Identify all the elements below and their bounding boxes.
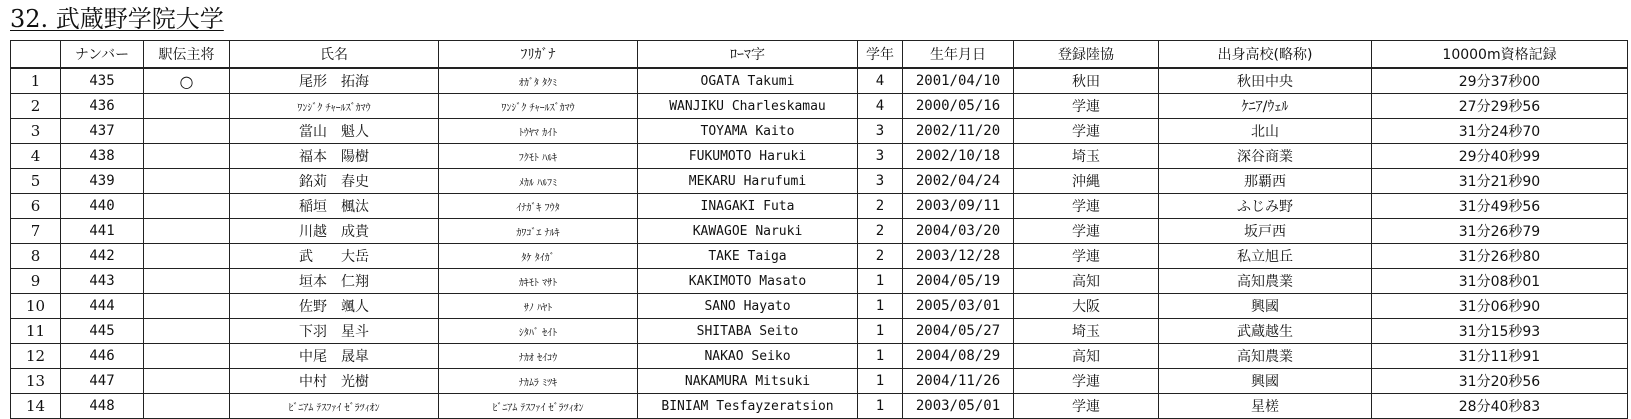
athlete-name: 垣本 仁翔 <box>230 269 439 294</box>
header-association: 登録陸協 <box>1014 41 1159 69</box>
high-school: 星槎 <box>1159 394 1372 419</box>
birth-date: 2002/11/20 <box>903 119 1014 144</box>
high-school: 北山 <box>1159 119 1372 144</box>
high-school: 興國 <box>1159 369 1372 394</box>
table-row <box>11 144 1628 169</box>
athlete-name: 銘苅 春史 <box>230 169 439 194</box>
athlete-romaji: MEKARU Harufumi <box>638 169 858 194</box>
birth-date: 2004/08/29 <box>903 344 1014 369</box>
athlete-kana: ﾀｹ ﾀｲｶﾞ <box>439 244 638 269</box>
athlete-kana: ﾄｳﾔﾏ ｶｲﾄ <box>439 119 638 144</box>
athlete-kana: ｵｶﾞﾀ ﾀｸﾐ <box>439 68 638 94</box>
registered-association: 学連 <box>1014 94 1159 119</box>
qualifying-record: 31分26秒80 <box>1372 244 1628 269</box>
athlete-kana: ｻﾉ ﾊﾔﾄ <box>439 294 638 319</box>
athlete-romaji: BINIAM Tesfayzeratsion <box>638 394 858 419</box>
table-row <box>11 194 1628 219</box>
table-row <box>11 68 1628 94</box>
row-number: 8 <box>11 244 61 269</box>
high-school: 那覇西 <box>1159 169 1372 194</box>
high-school: ｹﾆｱ/ｳｪﾙ <box>1159 94 1372 119</box>
athlete-kana: ﾜﾝｼﾞｸ ﾁｬｰﾙｽﾞｶﾏｳ <box>439 94 638 119</box>
athlete-name: 佐野 颯人 <box>230 294 439 319</box>
athlete-grade: 1 <box>858 344 903 369</box>
table-row <box>11 394 1628 419</box>
athlete-grade: 3 <box>858 169 903 194</box>
header-birth: 生年月日 <box>903 41 1014 69</box>
bib-number: 436 <box>61 94 144 119</box>
athlete-kana: ﾌｸﾓﾄ ﾊﾙｷ <box>439 144 638 169</box>
high-school: 興國 <box>1159 294 1372 319</box>
high-school: 秋田中央 <box>1159 68 1372 94</box>
captain-mark <box>144 219 230 244</box>
athlete-grade: 2 <box>858 244 903 269</box>
registered-association: 大阪 <box>1014 294 1159 319</box>
captain-mark <box>144 169 230 194</box>
athlete-romaji: NAKAO Seiko <box>638 344 858 369</box>
athlete-name: 尾形 拓海 <box>230 68 439 94</box>
header-name: 氏名 <box>230 41 439 69</box>
row-number: 13 <box>11 369 61 394</box>
athlete-name: 中尾 晟皐 <box>230 344 439 369</box>
athlete-kana: ｶﾜｺﾞｴ ﾅﾙｷ <box>439 219 638 244</box>
bib-number: 440 <box>61 194 144 219</box>
row-number: 9 <box>11 269 61 294</box>
athlete-romaji: NAKAMURA Mitsuki <box>638 369 858 394</box>
bib-number: 442 <box>61 244 144 269</box>
header-romaji: ﾛｰﾏ字 <box>638 41 858 69</box>
athlete-name: 稲垣 楓汰 <box>230 194 439 219</box>
header-captain: 駅伝主将 <box>144 41 230 69</box>
registered-association: 学連 <box>1014 394 1159 419</box>
row-number: 1 <box>11 68 61 94</box>
birth-date: 2002/10/18 <box>903 144 1014 169</box>
bib-number: 443 <box>61 269 144 294</box>
birth-date: 2001/04/10 <box>903 68 1014 94</box>
table-row <box>11 244 1628 269</box>
athlete-grade: 3 <box>858 144 903 169</box>
high-school: 高知農業 <box>1159 269 1372 294</box>
qualifying-record: 31分06秒90 <box>1372 294 1628 319</box>
page-title: 32. 武蔵野学院大学 <box>10 5 224 33</box>
birth-date: 2004/11/26 <box>903 369 1014 394</box>
table-header <box>11 41 1628 69</box>
bib-number: 437 <box>61 119 144 144</box>
table-row <box>11 369 1628 394</box>
header-record: 10000m資格記録 <box>1372 41 1628 69</box>
bib-number: 439 <box>61 169 144 194</box>
athlete-grade: 4 <box>858 94 903 119</box>
athlete-grade: 2 <box>858 194 903 219</box>
birth-date: 2003/09/11 <box>903 194 1014 219</box>
header-row <box>11 41 1628 69</box>
qualifying-record: 31分21秒90 <box>1372 169 1628 194</box>
athlete-name: ﾜﾝｼﾞｸ ﾁｬｰﾙｽﾞｶﾏｳ <box>230 94 439 119</box>
qualifying-record: 31分49秒56 <box>1372 194 1628 219</box>
birth-date: 2004/05/19 <box>903 269 1014 294</box>
athlete-kana: ﾅｶﾑﾗ ﾐﾂｷ <box>439 369 638 394</box>
birth-date: 2002/04/24 <box>903 169 1014 194</box>
registered-association: 学連 <box>1014 219 1159 244</box>
athlete-name: 下羽 星斗 <box>230 319 439 344</box>
table-row <box>11 219 1628 244</box>
bib-number: 438 <box>61 144 144 169</box>
registered-association: 学連 <box>1014 369 1159 394</box>
row-number: 6 <box>11 194 61 219</box>
captain-mark <box>144 144 230 169</box>
athlete-romaji: KAKIMOTO Masato <box>638 269 858 294</box>
row-number: 4 <box>11 144 61 169</box>
qualifying-record: 29分40秒99 <box>1372 144 1628 169</box>
bib-number: 441 <box>61 219 144 244</box>
table-row <box>11 344 1628 369</box>
athlete-kana: ﾋﾞﾆｱﾑ ﾃｽﾌｧｲ ｾﾞﾗﾂｨｵﾝ <box>439 394 638 419</box>
qualifying-record: 31分20秒56 <box>1372 369 1628 394</box>
athlete-romaji: KAWAGOE Naruki <box>638 219 858 244</box>
birth-date: 2003/12/28 <box>903 244 1014 269</box>
athlete-grade: 1 <box>858 294 903 319</box>
qualifying-record: 28分40秒83 <box>1372 394 1628 419</box>
athlete-kana: ﾅｶｵ ｾｲｺｳ <box>439 344 638 369</box>
captain-mark <box>144 344 230 369</box>
registered-association: 学連 <box>1014 244 1159 269</box>
athlete-grade: 1 <box>858 319 903 344</box>
athlete-romaji: OGATA Takumi <box>638 68 858 94</box>
header-school: 出身高校(略称) <box>1159 41 1372 69</box>
captain-mark <box>144 119 230 144</box>
high-school: 高知農業 <box>1159 344 1372 369</box>
bib-number: 444 <box>61 294 144 319</box>
athlete-kana: ﾒｶﾙ ﾊﾙﾌﾐ <box>439 169 638 194</box>
birth-date: 2000/05/16 <box>903 94 1014 119</box>
captain-mark <box>144 269 230 294</box>
high-school: 坂戸西 <box>1159 219 1372 244</box>
registered-association: 学連 <box>1014 119 1159 144</box>
high-school: 武蔵越生 <box>1159 319 1372 344</box>
row-number: 5 <box>11 169 61 194</box>
captain-mark <box>144 194 230 219</box>
qualifying-record: 31分15秒93 <box>1372 319 1628 344</box>
bib-number: 446 <box>61 344 144 369</box>
athlete-romaji: TOYAMA Kaito <box>638 119 858 144</box>
row-number: 10 <box>11 294 61 319</box>
athlete-romaji: WANJIKU Charleskamau <box>638 94 858 119</box>
captain-mark <box>144 369 230 394</box>
row-number: 3 <box>11 119 61 144</box>
birth-date: 2003/05/01 <box>903 394 1014 419</box>
birth-date: 2005/03/01 <box>903 294 1014 319</box>
registered-association: 埼玉 <box>1014 319 1159 344</box>
header-grade: 学年 <box>858 41 903 69</box>
row-number: 14 <box>11 394 61 419</box>
athlete-kana: ｲﾅｶﾞｷ ﾌｳﾀ <box>439 194 638 219</box>
bib-number: 447 <box>61 369 144 394</box>
row-number: 11 <box>11 319 61 344</box>
athlete-romaji: SHITABA Seito <box>638 319 858 344</box>
athlete-name: 武 大岳 <box>230 244 439 269</box>
high-school: 私立旭丘 <box>1159 244 1372 269</box>
captain-mark <box>144 244 230 269</box>
table-row <box>11 94 1628 119</box>
table-row <box>11 319 1628 344</box>
athlete-grade: 2 <box>858 219 903 244</box>
registered-association: 沖縄 <box>1014 169 1159 194</box>
athlete-grade: 1 <box>858 394 903 419</box>
birth-date: 2004/05/27 <box>903 319 1014 344</box>
table-row <box>11 294 1628 319</box>
athlete-grade: 1 <box>858 369 903 394</box>
athlete-name: 福本 陽樹 <box>230 144 439 169</box>
table-row <box>11 169 1628 194</box>
row-number: 2 <box>11 94 61 119</box>
qualifying-record: 31分24秒70 <box>1372 119 1628 144</box>
athlete-kana: ｶｷﾓﾄ ﾏｻﾄ <box>439 269 638 294</box>
table-row <box>11 119 1628 144</box>
high-school: 深谷商業 <box>1159 144 1372 169</box>
captain-mark <box>144 94 230 119</box>
row-number: 12 <box>11 344 61 369</box>
table-body <box>11 68 1628 419</box>
athlete-romaji: INAGAKI Futa <box>638 194 858 219</box>
athlete-grade: 4 <box>858 68 903 94</box>
qualifying-record: 31分08秒01 <box>1372 269 1628 294</box>
qualifying-record: 31分11秒91 <box>1372 344 1628 369</box>
athlete-name: 川越 成貴 <box>230 219 439 244</box>
athlete-name: 當山 魁人 <box>230 119 439 144</box>
row-number: 7 <box>11 219 61 244</box>
header-no <box>11 41 61 69</box>
registered-association: 高知 <box>1014 269 1159 294</box>
qualifying-record: 29分37秒00 <box>1372 68 1628 94</box>
qualifying-record: 27分29秒56 <box>1372 94 1628 119</box>
registered-association: 秋田 <box>1014 68 1159 94</box>
high-school: ふじみ野 <box>1159 194 1372 219</box>
captain-mark: ○ <box>144 68 230 94</box>
qualifying-record: 31分26秒79 <box>1372 219 1628 244</box>
header-kana: ﾌﾘｶﾞﾅ <box>439 41 638 69</box>
captain-mark <box>144 394 230 419</box>
athlete-romaji: FUKUMOTO Haruki <box>638 144 858 169</box>
athlete-grade: 3 <box>858 119 903 144</box>
bib-number: 435 <box>61 68 144 94</box>
captain-mark <box>144 319 230 344</box>
bib-number: 445 <box>61 319 144 344</box>
entry-table <box>10 40 1628 419</box>
athlete-name: 中村 光樹 <box>230 369 439 394</box>
birth-date: 2004/03/20 <box>903 219 1014 244</box>
captain-mark <box>144 294 230 319</box>
athlete-name: ﾋﾞﾆｱﾑ ﾃｽﾌｧｲ ｾﾞﾗﾂｨｵﾝ <box>230 394 439 419</box>
athlete-romaji: TAKE Taiga <box>638 244 858 269</box>
header-number: ナンバー <box>61 41 144 69</box>
athlete-romaji: SANO Hayato <box>638 294 858 319</box>
bib-number: 448 <box>61 394 144 419</box>
registered-association: 高知 <box>1014 344 1159 369</box>
athlete-grade: 1 <box>858 269 903 294</box>
athlete-kana: ｼﾀﾊﾞ ｾｲﾄ <box>439 319 638 344</box>
registered-association: 埼玉 <box>1014 144 1159 169</box>
registered-association: 学連 <box>1014 194 1159 219</box>
table-row <box>11 269 1628 294</box>
